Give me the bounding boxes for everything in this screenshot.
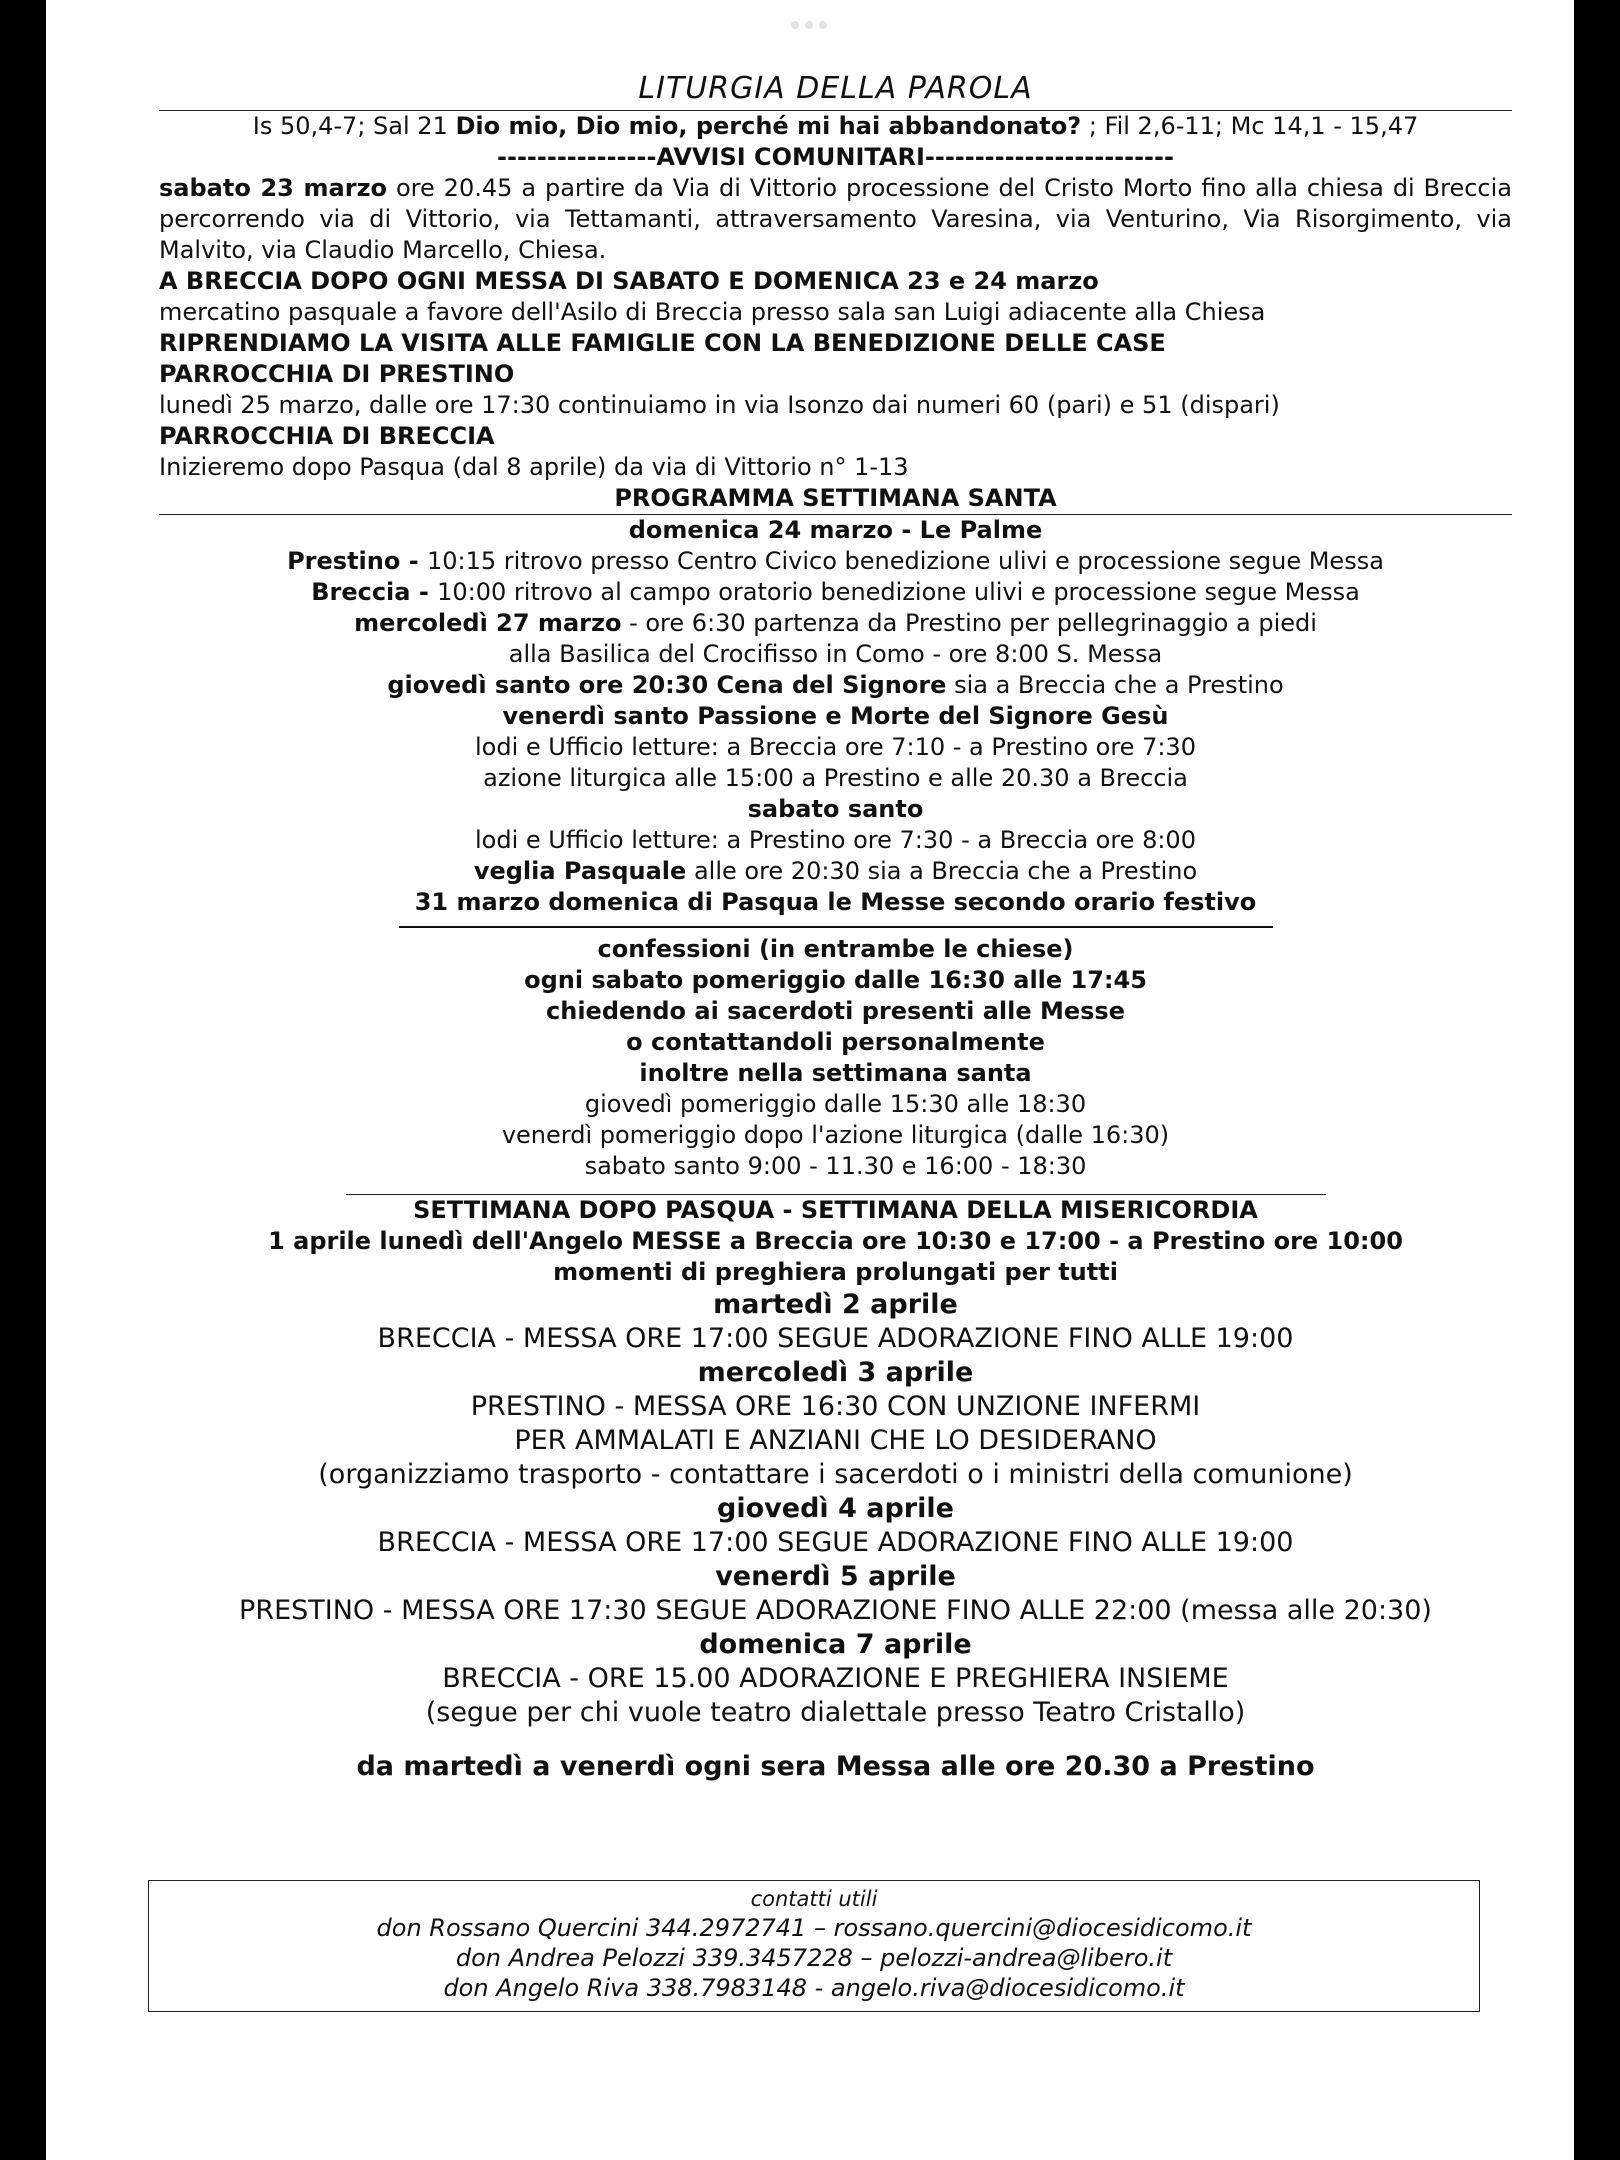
avvisi-heading: ----------------AVVISI COMUNITARI------------------------- [497, 143, 1174, 171]
day-heading: giovedì 4 aprile [717, 1493, 954, 1524]
page-indicator [788, 14, 830, 33]
program-text: - ore 6:30 partenza da Prestino per pellegrinaggio a piedi [621, 609, 1317, 637]
program-label: giovedì santo ore 20:30 Cena del Signore [387, 671, 947, 699]
day-text: BRECCIA - ORE 15.00 ADORAZIONE E PREGHIERA INSIEME [442, 1663, 1229, 1694]
procession-text: ore 20.45 a partire da Via di Vittorio processione del Cristo Morto fino alla chiesa di Breccia percorrendo via di Vittorio, via Tettamanti, attraversamento Varesina, via Venturino, Via Risorgimento, via Malvito, via Claudio Marcello, Chiesa. [159, 174, 1512, 264]
program-prestino [159, 546, 1512, 577]
program-veglia [159, 856, 1512, 887]
misericordia-angelo: 1 aprile lunedì dell'Angelo MESSE a Breccia ore 10:30 e 17:00 - a Prestino ore 10:00 [268, 1227, 1403, 1255]
procession-date: sabato 23 marzo [159, 174, 388, 202]
day-heading: domenica 7 aprile [699, 1629, 972, 1660]
program-sabato-1: lodi e Ufficio letture: a Prestino ore 7:30 - a Breccia ore 8:00 [475, 826, 1196, 854]
readings-text: Is 50,4-7; Sal 21 [252, 112, 456, 140]
contacts-heading: contatti utili [750, 1887, 878, 1911]
program-sabato: sabato santo [747, 795, 924, 823]
readings-text-2: ; Fil 2,6-11; Mc 14,1 - 15,47 [1081, 112, 1419, 140]
day-text: (segue per chi vuole teatro dialettale presso Teatro Cristallo) [425, 1697, 1246, 1728]
confessioni-line: giovedì pomeriggio dalle 15:30 alle 18:30 [584, 1090, 1087, 1118]
visita-heading: RIPRENDIAMO LA VISITA ALLE FAMIGLIE CON LA BENEDIZIONE DELLE CASE [159, 329, 1166, 357]
confessioni-line: sabato santo 9:00 - 11.30 e 16:00 - 18:30 [584, 1152, 1087, 1180]
day-heading: venerdì 5 aprile [715, 1561, 956, 1592]
day-heading: martedì 2 aprile [713, 1289, 958, 1320]
confessioni-line: inoltre nella settimana santa [639, 1059, 1032, 1087]
program-breccia [159, 577, 1512, 608]
day-text: (organizziamo trasporto - contattare i sacerdoti o i ministri della comunione) [318, 1459, 1353, 1490]
prestino-heading: PARROCCHIA DI PRESTINO [159, 360, 515, 388]
program-text: alle ore 20:30 sia a Breccia che a Prestino [686, 857, 1198, 885]
bulletin-page [46, 0, 1574, 2160]
confessioni-line: chiedendo ai sacerdoti presenti alle Messe [546, 997, 1125, 1025]
confessioni-line: venerdì pomeriggio dopo l'azione liturgica (dalle 16:30) [501, 1121, 1170, 1149]
program-venerdi: venerdì santo Passione e Morte del Signore Gesù [502, 702, 1169, 730]
day-text: PRESTINO - MESSA ORE 17:30 SEGUE ADORAZIONE FINO ALLE 22:00 (messa alle 20:30) [239, 1595, 1432, 1626]
mercatino-text: mercatino pasquale a favore dell'Asilo di Breccia presso sala san Luigi adiacente alla Chiesa [159, 298, 1266, 326]
misericordia-heading: SETTIMANA DOPO PASQUA - SETTIMANA DELLA MISERICORDIA [413, 1196, 1258, 1224]
program-text: sia a Breccia che a Prestino [946, 671, 1284, 699]
program-mercoledi [159, 608, 1512, 639]
confessioni-line: ogni sabato pomeriggio dalle 16:30 alle 17:45 [524, 966, 1147, 994]
program-giovedi [159, 670, 1512, 701]
contact-row: don Rossano Quercini 344.2972741 – rossano.quercini@diocesidicomo.it [376, 1914, 1252, 1942]
day-text: BRECCIA - MESSA ORE 17:00 SEGUE ADORAZIONE FINO ALLE 19:00 [377, 1323, 1294, 1354]
program-label: mercoledì 27 marzo [354, 609, 622, 637]
confessioni-line: o contattandoli personalmente [626, 1028, 1045, 1056]
breccia-text: Inizieremo dopo Pasqua (dal 8 aprile) da via di Vittorio n° 1-13 [159, 453, 909, 481]
contacts-box [148, 1880, 1480, 2012]
misericordia-momenti: momenti di preghiera prolungati per tutti [553, 1258, 1118, 1286]
program-label: Breccia - [311, 578, 438, 606]
bulletin-content [159, 68, 1512, 1784]
day-text: PRESTINO - MESSA ORE 16:30 CON UNZIONE INFERMI [470, 1391, 1201, 1422]
procession-notice [159, 173, 1512, 266]
contact-row: don Angelo Riva 338.7983148 - angelo.riva@diocesidicomo.it [443, 1974, 1185, 2002]
day-heading: mercoledì 3 aprile [697, 1357, 974, 1388]
breccia-notice: A BRECCIA DOPO OGNI MESSA DI SABATO E DOMENICA 23 e 24 marzo [159, 267, 1099, 295]
program-mercoledi-2: alla Basilica del Crocifisso in Como - ore 8:00 S. Messa [508, 640, 1163, 668]
program-venerdi-2: azione liturgica alle 15:00 a Prestino e alle 20.30 a Breccia [483, 764, 1188, 792]
sera-notice: da martedì a venerdì ogni sera Messa alle ore 20.30 a Prestino [356, 1751, 1315, 1782]
program-pasqua: 31 marzo domenica di Pasqua le Messe secondo orario festivo [414, 888, 1257, 916]
program-text: 10:00 ritrovo al campo oratorio benedizione ulivi e processione segue Messa [437, 578, 1360, 606]
program-venerdi-1: lodi e Ufficio letture: a Breccia ore 7:10 - a Prestino ore 7:30 [475, 733, 1196, 761]
programma-heading: PROGRAMMA SETTIMANA SANTA [614, 484, 1057, 512]
program-label: veglia Pasquale [473, 857, 687, 885]
day-text: BRECCIA - MESSA ORE 17:00 SEGUE ADORAZIONE FINO ALLE 19:00 [377, 1527, 1294, 1558]
prestino-text: lunedì 25 marzo, dalle ore 17:30 continuiamo in via Isonzo dai numeri 60 (pari) e 51 (dispari) [159, 391, 1280, 419]
day-text: PER AMMALATI E ANZIANI CHE LO DESIDERANO [514, 1425, 1157, 1456]
psalm-title: Dio mio, Dio mio, perché mi hai abbandonato? [455, 112, 1082, 140]
confessioni-heading: confessioni (in entrambe le chiese) [597, 935, 1074, 963]
contact-row: don Andrea Pelozzi 339.3457228 – pelozzi-andrea@libero.it [455, 1944, 1173, 1972]
program-label: Prestino - [287, 547, 428, 575]
page-title: LITURGIA DELLA PAROLA [638, 71, 1033, 106]
breccia-heading: PARROCCHIA DI BRECCIA [159, 422, 495, 450]
program-text: 10:15 ritrovo presso Centro Civico benedizione ulivi e processione segue Messa [427, 547, 1384, 575]
readings [159, 111, 1512, 142]
palme-heading: domenica 24 marzo - Le Palme [628, 516, 1043, 544]
